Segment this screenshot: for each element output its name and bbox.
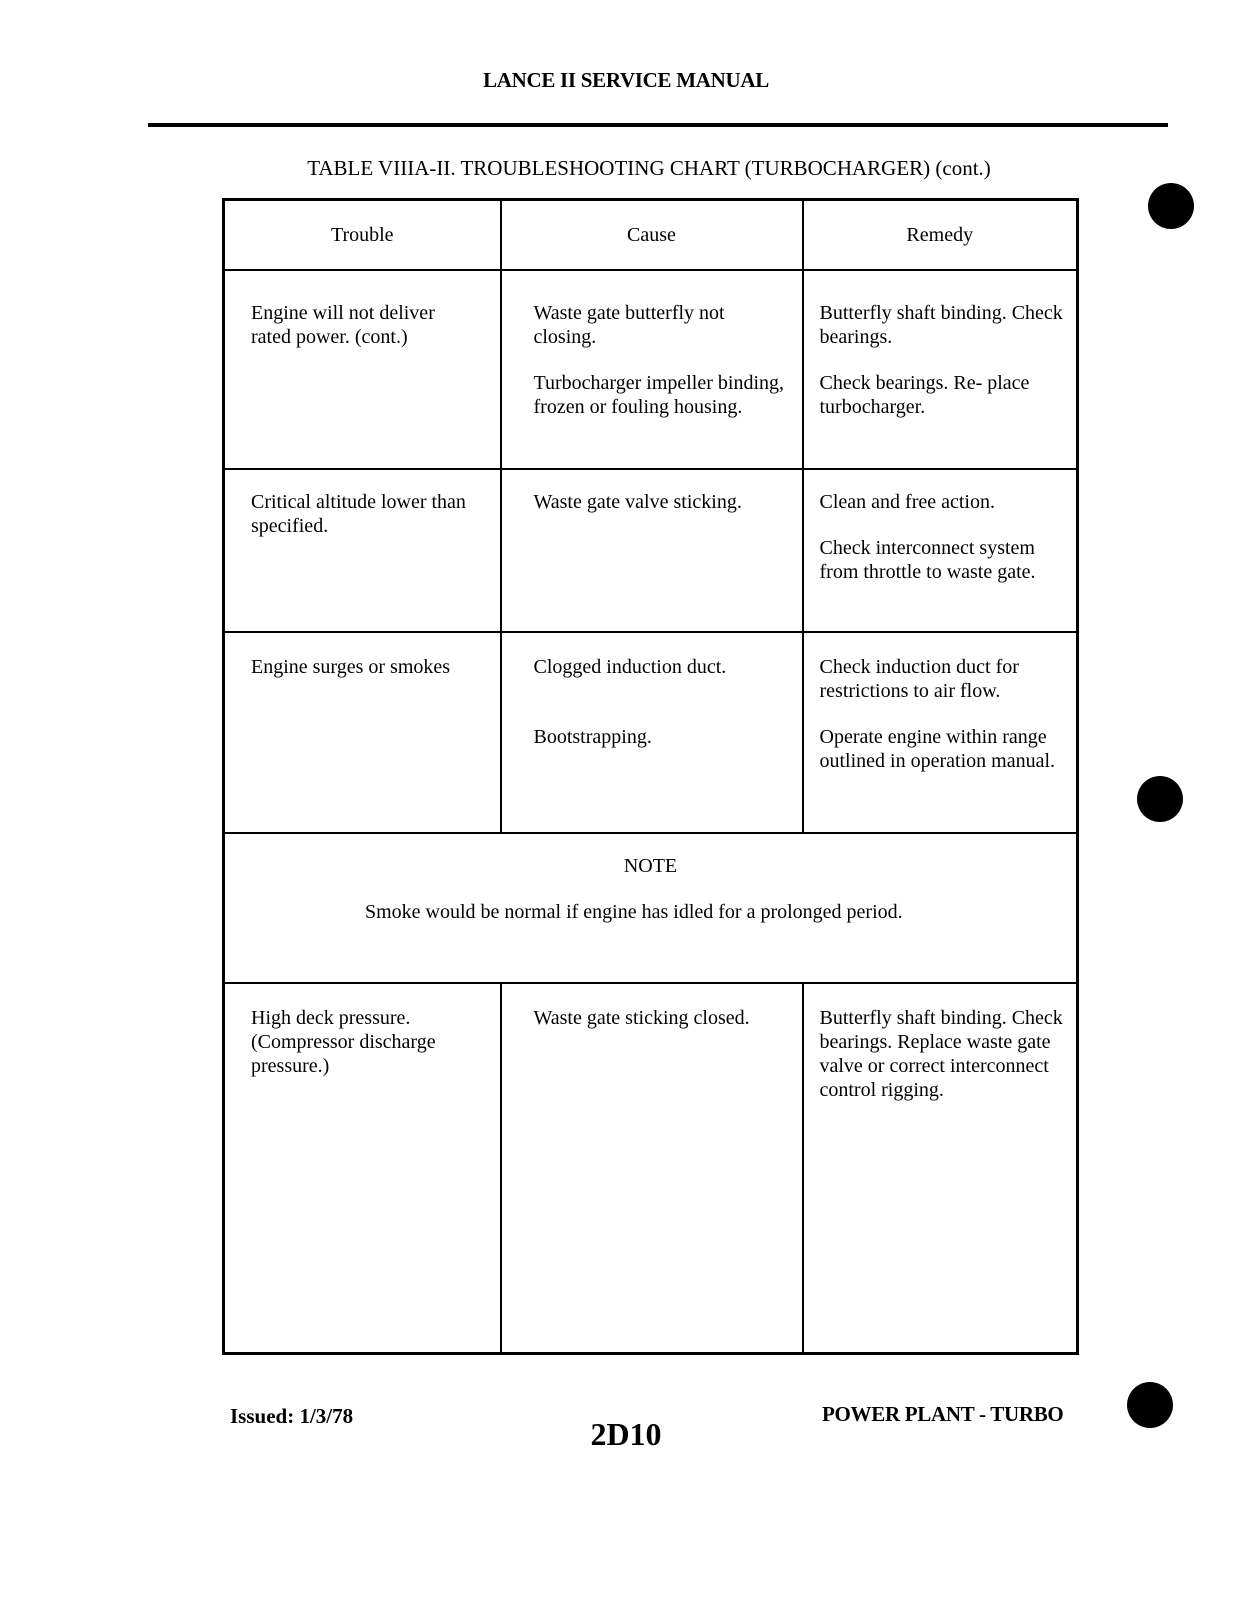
column-header-trouble: Trouble xyxy=(224,200,501,271)
table-row xyxy=(224,469,1078,632)
cause-text: Clogged induction duct. xyxy=(533,656,727,678)
cause-text: Waste gate sticking closed. xyxy=(533,1007,750,1029)
binder-punch-hole-top xyxy=(1148,183,1194,229)
remedy-cell xyxy=(803,270,1078,469)
remedy-text: Clean and free action. xyxy=(819,491,995,513)
remedy-text: Check interconnect system from throttle to waste gate. xyxy=(819,537,1036,583)
note-cell xyxy=(224,833,1078,983)
trouble-cell xyxy=(224,469,501,632)
remedy-text: Check induction duct for restrictions to air flow. xyxy=(819,656,1019,702)
column-header-cause: Cause xyxy=(501,200,803,271)
trouble-cell xyxy=(224,632,501,833)
trouble-text: Engine will not deliver rated power. (cont.) xyxy=(251,302,435,348)
troubleshooting-table xyxy=(222,198,1079,1355)
table-row xyxy=(224,632,1078,833)
footer-page-number: 2D10 xyxy=(590,1416,662,1452)
table-row xyxy=(224,983,1078,1354)
trouble-text: Critical altitude lower than specified. xyxy=(251,491,466,537)
header-rule xyxy=(148,123,1168,127)
cause-text: Waste gate butterfly not closing. xyxy=(533,302,725,348)
note-row xyxy=(224,833,1078,983)
trouble-cell xyxy=(224,983,501,1354)
remedy-cell xyxy=(803,469,1078,632)
remedy-text: Operate engine within range outlined in operation manual. xyxy=(819,726,1055,772)
page-header-title: LANCE II SERVICE MANUAL xyxy=(483,68,769,92)
remedy-cell xyxy=(803,983,1078,1354)
cause-text: Waste gate valve sticking. xyxy=(533,491,742,513)
cause-text: Turbocharger impeller binding, frozen or fouling housing. xyxy=(533,372,785,418)
table-caption: TABLE VIIIA-II. TROUBLESHOOTING CHART (TURBOCHARGER) (cont.) xyxy=(307,156,991,180)
cause-cell xyxy=(501,469,803,632)
remedy-text: Check bearings. Re- place turbocharger. xyxy=(819,372,1030,418)
cause-cell xyxy=(501,270,803,469)
table-row xyxy=(224,270,1078,469)
remedy-text: Butterfly shaft binding. Check bearings. Replace waste gate valve or correct interconnect control rigging. xyxy=(819,1007,1063,1101)
remedy-text: Butterfly shaft binding. Check bearings. xyxy=(819,302,1063,348)
binder-punch-hole-middle xyxy=(1137,776,1183,822)
remedy-cell xyxy=(803,632,1078,833)
cause-text: Bootstrapping. xyxy=(533,726,652,748)
note-heading: NOTE xyxy=(623,855,678,877)
trouble-text: High deck pressure. (Compressor discharge pressure.) xyxy=(251,1007,436,1077)
footer-section-title: POWER PLANT - TURBO xyxy=(822,1402,1064,1426)
trouble-text: Engine surges or smokes xyxy=(251,656,451,678)
footer-issued-date: Issued: 1/3/78 xyxy=(230,1404,354,1428)
cause-cell xyxy=(501,983,803,1354)
table-header-row xyxy=(224,200,1078,271)
trouble-cell xyxy=(224,270,501,469)
cause-cell xyxy=(501,632,803,833)
column-header-remedy: Remedy xyxy=(803,200,1078,271)
note-text: Smoke would be normal if engine has idled for a prolonged period. xyxy=(365,901,903,923)
